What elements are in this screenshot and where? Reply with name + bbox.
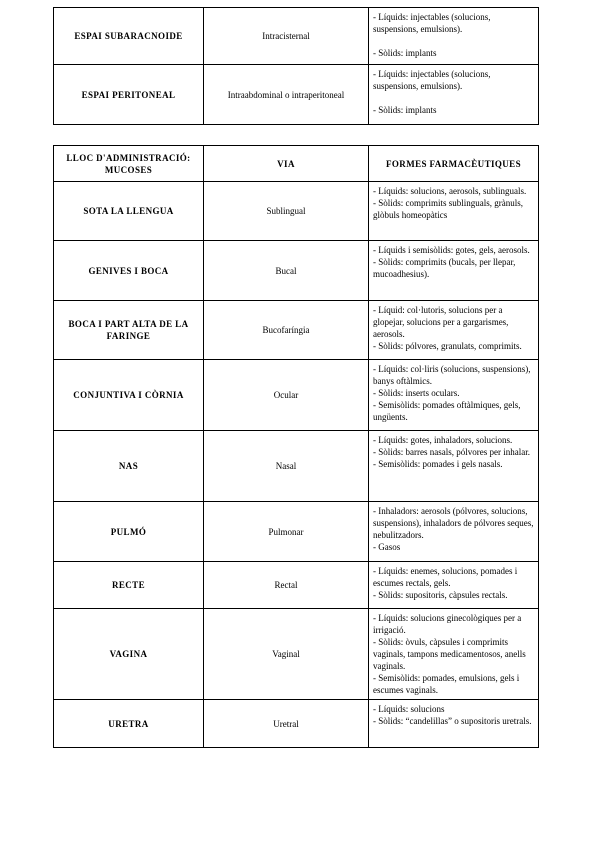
forms-line: - Líquids: injectables (solucions, suspensions, emulsions). [373,12,491,34]
route-cell: Rectal [204,562,369,609]
site-cell: BOCA I PART ALTA DE LA FARINGE [54,301,204,360]
forms-line: - Sòlids: “candelillas” o supositoris uretrals. [373,716,532,726]
forms-line: - Sòlids: barres nasals, pólvores per inhalar. [373,447,530,457]
forms-cell [369,301,539,360]
forms-line: - Líquid: col·lutoris, solucions per a glopejar, solucions per a gargarismes, aerosols. [373,305,509,339]
forms-cell [369,65,539,125]
site-cell: URETRA [54,700,204,748]
route-cell: Intracisternal [204,8,369,65]
table-row [54,502,539,562]
forms-line: - Sòlids: supositoris, càpsules rectals. [373,590,508,600]
mucosa-sites-table [53,145,539,748]
table-row [54,562,539,609]
site-cell: SOTA LA LLENGUA [54,182,204,241]
site-cell: VAGINA [54,609,204,700]
table-row [54,301,539,360]
forms-cell [369,241,539,301]
column-header-route: VIA [204,146,369,182]
table-row [54,65,539,125]
forms-cell [369,360,539,431]
route-cell: Bucal [204,241,369,301]
table-row [54,700,539,748]
site-cell: CONJUNTIVA I CÒRNIA [54,360,204,431]
route-cell: Ocular [204,360,369,431]
site-cell: PULMÓ [54,502,204,562]
forms-cell [369,431,539,502]
column-header-forms: FORMES FARMACÈUTIQUES [369,146,539,182]
subcutaneous-sites-table [53,7,539,125]
forms-line: - Sòlids: comprimits sublinguals, grànuls, glòbuls homeopàtics [373,198,523,220]
forms-line: - Líquids: solucions, aerosols, sublinguals. [373,186,527,196]
forms-line: - Líquids: col·liris (solucions, suspensions), banys oftàlmics. [373,364,531,386]
route-cell: Bucofaríngia [204,301,369,360]
route-cell: Vaginal [204,609,369,700]
forms-cell [369,609,539,700]
forms-cell [369,562,539,609]
forms-line: - Semisòlids: pomades oftàlmiques, gels, ungüents. [373,400,521,422]
forms-line: - Líquids i semisòlids: gotes, gels, aerosols. [373,245,530,255]
forms-line: - Líquids: gotes, inhaladors, solucions. [373,435,513,445]
forms-line: - Sòlids: implants [373,105,437,115]
forms-line: - Sòlids: inserts oculars. [373,388,460,398]
forms-line: - Sòlids: comprimits (bucals, per llepar, mucoadhesius). [373,257,516,279]
site-cell: NAS [54,431,204,502]
forms-cell [369,182,539,241]
forms-line: - Líquids: solucions ginecològiques per a irrigació. [373,613,522,635]
forms-line: - Sòlids: implants [373,48,437,58]
forms-cell [369,700,539,748]
forms-line: - Inhaladors: aerosols (pólvores, solucions, suspensions), inhaladors de pólvores seques, nebulitzadors. [373,506,534,540]
table-row [54,431,539,502]
site-cell: ESPAI SUBARACNOIDE [54,8,204,65]
route-cell: Nasal [204,431,369,502]
forms-line: - Semisòlids: pomades i gels nasals. [373,459,503,469]
route-cell: Sublingual [204,182,369,241]
forms-line: - Líquids: enemes, solucions, pomades i escumes rectals, gels. [373,566,518,588]
column-header-site: LLOC D'ADMINISTRACIÓ: MUCOSES [54,146,204,182]
site-cell: RECTE [54,562,204,609]
site-cell: GENIVES I BOCA [54,241,204,301]
forms-line: - Líquids: injectables (solucions, suspensions, emulsions). [373,69,491,91]
forms-line: - Sòlids: òvuls, càpsules i comprimits vaginals, tampons medicamentosos, anells vaginals. [373,637,526,671]
forms-line: - Sòlids: pólvores, granulats, comprimits. [373,341,522,351]
table-row [54,360,539,431]
forms-cell [369,8,539,65]
site-cell: ESPAI PERITONEAL [54,65,204,125]
table-row [54,8,539,65]
route-cell: Uretral [204,700,369,748]
table-row [54,241,539,301]
table-header-row [54,146,539,182]
forms-line: - Gasos [373,542,401,552]
forms-line: - Líquids: solucions [373,704,445,714]
forms-cell [369,502,539,562]
route-cell: Intraabdominal o intraperitoneal [204,65,369,125]
table-row [54,182,539,241]
route-cell: Pulmonar [204,502,369,562]
forms-line: - Semisòlids: pomades, emulsions, gels i escumes vaginals. [373,673,520,695]
table-row [54,609,539,700]
